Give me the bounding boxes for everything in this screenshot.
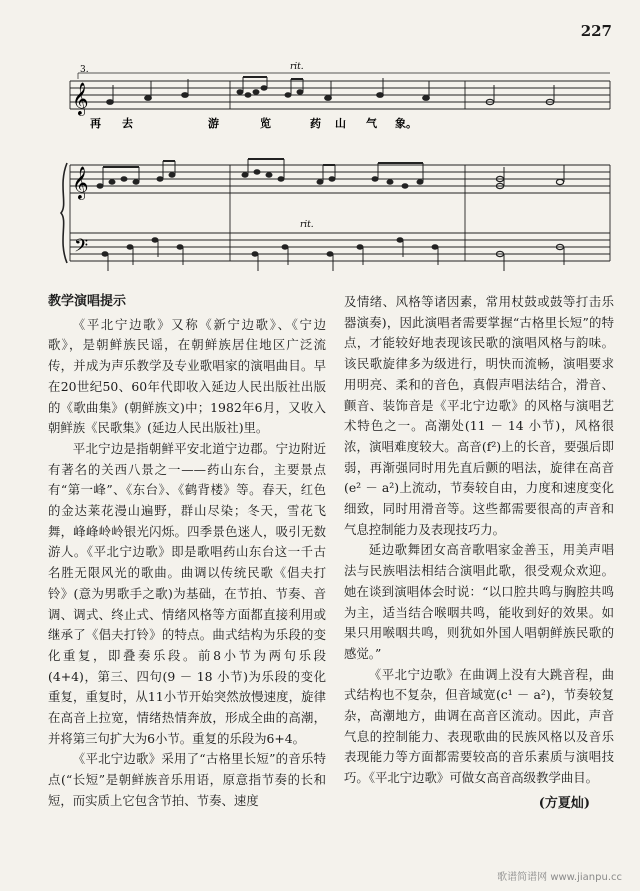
- lyrics: [90, 116, 417, 130]
- lyric-syllable: 去: [122, 117, 133, 130]
- paragraph: 及情绪、风格等诸因素，常用杖鼓或鼓等打击乐器演奏)，因此演唱者需要掌握“古格里长短”的特点，才能较好地表现该民歌的演唱风格与韵味。该民歌旋律多为级进行，明快而流畅，演唱要求用明亮、柔和的音色，真假声唱法结合，滑音、颤音、装饰音是《平北宁边歌》的风格与演唱艺术特色之一。高潮处(11 － 14 小节)，风格很浓，演唱难度较大。高音(f²)上的长音，要强后即弱，再渐强同时用先直后颤的唱法，旋律在高音(e² － a²)上流动，节奏较自由，力度和速度变化细致，同时用滑音等。这些都需要很高的声音和气息控制能力及表现技巧力。: [344, 294, 614, 537]
- watermark: 歌谱简谱网 www.jianpu.cc: [497, 872, 622, 883]
- piano-staves: [70, 165, 610, 261]
- article-left-column: [48, 292, 326, 812]
- bass-clef-icon: 𝄢: [74, 236, 89, 261]
- section-heading: 教学演唱提示: [48, 294, 127, 309]
- paragraph: 《平北宁边歌》又称《新宁边歌》、《宁边歌》，是朝鲜族民谣，在朝鲜族居住地区广泛流传，并成为声乐教学及专业歌唱家的演唱曲目。早在20世纪50、60年代即收入延边人民出版社出版的《歌曲集》(朝鲜族文)中；1982年6月，又收入朝鲜族《民歌集》(延边人民出版社)里。: [48, 316, 326, 436]
- brace-icon: [61, 163, 67, 263]
- tempo-mark: rit.: [300, 220, 314, 230]
- article-right-column: [344, 292, 614, 789]
- paragraph: 延边歌舞团女高音歌唱家金善玉，用美声唱法与民族唱法相结合演唱此歌，很受观众欢迎。她在谈到演唱体会时说：“以口腔共鸣与胸腔共鸣为主，适当结合喉咽共鸣，能收到好的效果。如果只用喉咽共鸣，则犹如外国人唱朝鲜族民歌的感觉。”: [344, 542, 614, 661]
- lyric-syllable: 游: [208, 117, 219, 130]
- lyric-syllable: 象。: [395, 117, 417, 130]
- measure-number: 3.: [80, 65, 89, 75]
- page-number: 227: [580, 22, 612, 40]
- treble-clef-icon: 𝄞: [72, 82, 89, 115]
- paragraph: 平北宁边是指朝鲜平安北道宁边郡。宁边附近有著名的关西八景之一——药山东台，主要景点有“第一峰”、《东台》、《鹤背楼》等。春天，红色的金达莱花漫山遍野，群山尽染；冬天，雪花飞舞，峰峰岭岭银光闪烁。四季景色迷人，吸引无数游人。《平北宁边歌》即是歌唱药山东台这一千古名胜无限风光的歌曲。曲调以传统民歌《倡夫打铃》(意为男歌手之歌)为基础，在节拍、节奏、音调、调式、终止式、情绪风格等方面都直接利用或继承了《倡夫打铃》的特点。曲式结构为乐段的变化重复，即叠奏乐段。前8小节为两句乐段(4+4)，第三、四句(9 － 18 小节)为乐段的变化重复，重复时，从11小节开始突然放慢速度，旋律在高音上拉宽，情绪热情奔放，形成全曲的高潮，并将第三句扩大为6小节。重复的乐段为6+4。: [48, 440, 326, 746]
- lyric-syllable: 再: [90, 117, 101, 130]
- tempo-mark: rit.: [290, 62, 304, 72]
- author-credit: (方夏灿): [538, 796, 590, 811]
- music-score: [60, 55, 615, 320]
- treble-clef-icon: 𝄞: [72, 166, 89, 199]
- lyric-syllable: 药: [310, 117, 321, 130]
- lyric-syllable: 览: [260, 117, 271, 130]
- lyric-syllable: 山: [335, 117, 346, 130]
- lyric-syllable: 气: [366, 117, 377, 130]
- paragraph: 《平北宁边歌》在曲调上没有大跳音程，曲式结构也不复杂，但音域宽(c¹ － a²)，节奏较复杂，高潮地方，曲调在高音区流动。因此，声音气息的控制能力、表现歌曲的民族风格以及音乐表现能力等方面都需要较高的音乐素质与演唱技巧。《平北宁边歌》可做女高音高级教学曲目。: [344, 666, 614, 786]
- paragraph: 《平北宁边歌》采用了“古格里长短”的音乐特点(“长短”是朝鲜族音乐用语，原意指节奏的长和短，而实质上它包含节拍、节奏、速度: [48, 751, 326, 808]
- piano-right-hand-notes: [97, 159, 564, 189]
